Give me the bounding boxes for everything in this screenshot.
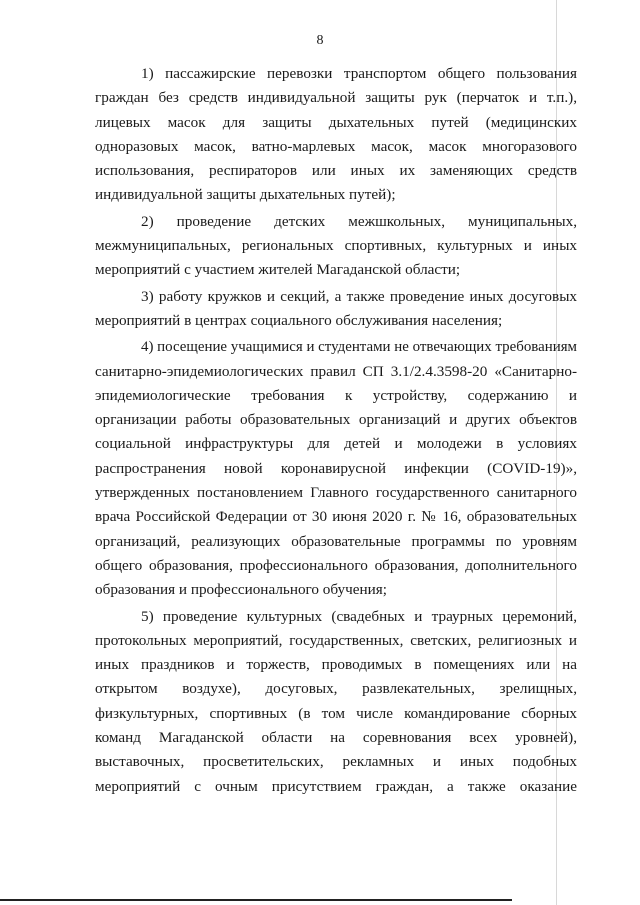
text-line: мероприятий с очным присутствием граждан, а также оказание [95, 777, 577, 795]
text-line: команд Магаданской области на соревнования всех уровней), [95, 729, 577, 747]
text-line: граждан без средств индивидуальной защиты рук (перчаток и т.п.), [95, 89, 577, 107]
text-line: организаций, реализующих образовательные программы по уровням [95, 532, 577, 550]
list-item-4 [95, 335, 577, 602]
text-line: общего образования, профессионального образования, дополнительного [95, 556, 577, 574]
text-line: физкультурных, спортивных (в том числе командирование сборных [95, 704, 577, 722]
text-line: 1) пассажирские перевозки транспортом общего пользования [141, 65, 577, 82]
text-line: санитарно-эпидемиологических правил СП 3.1/2.4.3598-20 «Санитарно- [95, 362, 577, 380]
text-line: индивидуальной защиты дыхательных путей); [95, 186, 396, 204]
text-line: распространения новой коронавирусной инфекции (COVID-19)», [95, 459, 577, 477]
text-line: 2) проведение детских межшкольных, муниципальных, [141, 212, 577, 230]
text-line: врача Российской Федерации от 30 июня 2020 г. № 16, образовательных [95, 508, 577, 526]
text-line: использования, респираторов или иных их заменяющих средств [95, 162, 577, 180]
text-line: утвержденных постановлением Главного государственного санитарного [95, 484, 577, 502]
list-item-5 [95, 605, 577, 799]
text-line: протокольных мероприятий, государственных, светских, религиозных и [95, 631, 577, 649]
text-line: социальной инфраструктуры для детей и молодежи в условиях [95, 435, 577, 453]
text-line: межмуниципальных, региональных спортивных, культурных и иных [95, 237, 577, 255]
text-line: лицевых масок для защиты дыхательных путей (медицинских [95, 113, 577, 131]
page-number: 8 [316, 33, 324, 48]
list-item-3 [95, 285, 577, 334]
text-line: образования и профессионального обучения; [95, 581, 387, 599]
text-line: 3) работу кружков и секций, а также проведение иных досуговых [141, 287, 577, 305]
text-line: мероприятий с участием жителей Магаданской области; [95, 261, 461, 279]
document-body [95, 62, 577, 799]
list-item-2 [95, 210, 577, 283]
text-line: открытом воздухе), досуговых, развлекательных, зрелищных, [95, 680, 577, 698]
text-line: выставочных, просветительских, рекламных и иных подобных [95, 753, 577, 771]
text-line: одноразовых масок, ватно-марлевых масок, масок многоразового [95, 137, 577, 155]
text-line: организации работы образовательных организаций и других объектов [95, 411, 577, 429]
text-line: 4) посещение учащимися и студентами не отвечающих требованиям [141, 339, 577, 356]
list-item-1 [95, 62, 577, 208]
text-line: мероприятий в центрах социального обслуживания населения; [95, 311, 503, 329]
text-line: эпидемиологические требования к устройству, содержанию и [95, 386, 577, 404]
text-line: иных праздников и торжеств, проводимых в помещениях или на [95, 656, 577, 674]
footer-rule [0, 899, 512, 901]
text-line: 5) проведение культурных (свадебных и траурных церемоний, [141, 607, 577, 625]
